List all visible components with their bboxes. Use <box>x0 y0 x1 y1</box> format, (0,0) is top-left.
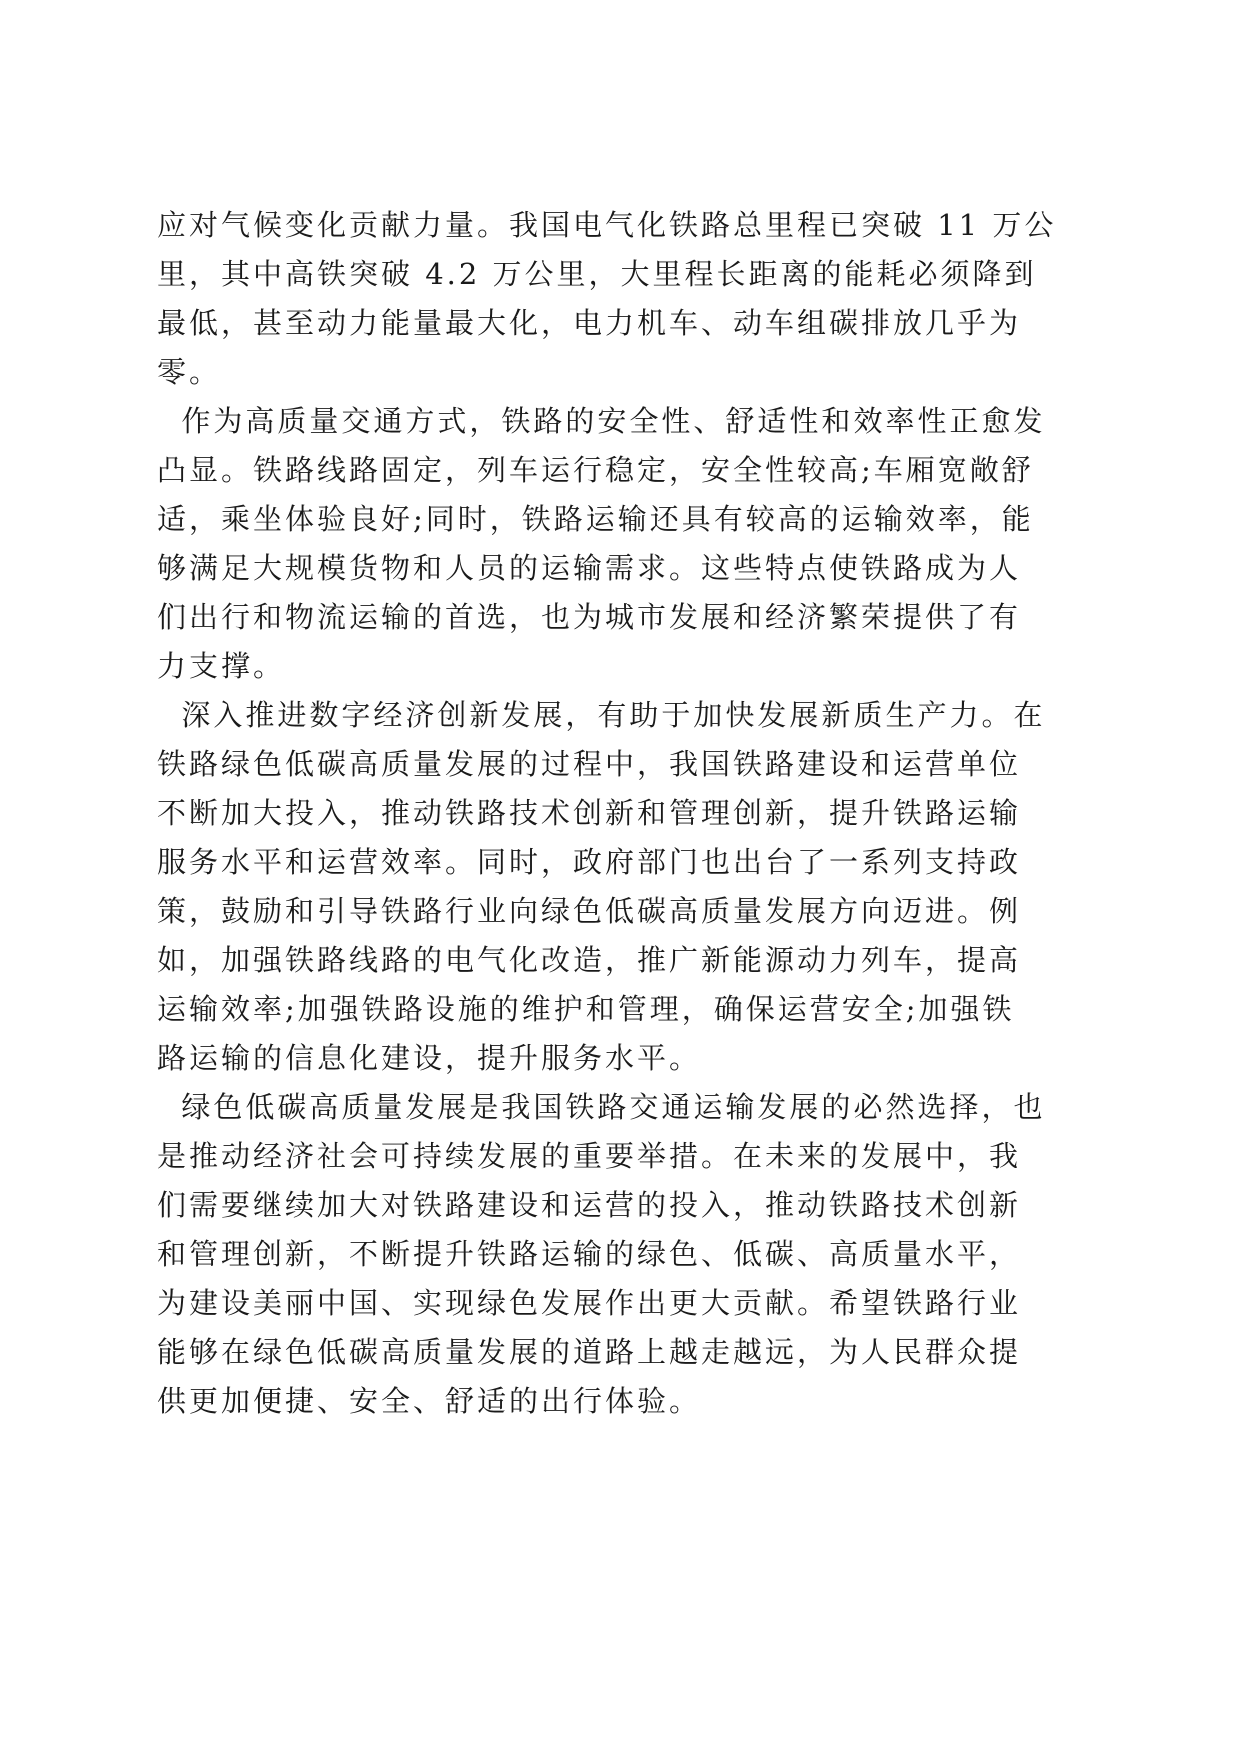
text-line: 里，其中高铁突破 4.2 万公里，大里程长距离的能耗必须降到 <box>157 257 1037 291</box>
text-line: 力支撑。 <box>157 649 286 683</box>
text-line: 最低，甚至动力能量最大化，电力机车、动车组碳排放几乎为 <box>157 306 1022 340</box>
text-line: 能够在绿色低碳高质量发展的道路上越走越远，为人民群众提 <box>157 1335 1022 1369</box>
text-line: 服务水平和运营效率。同时，政府部门也出台了一系列支持政 <box>157 845 1022 879</box>
text-line: 零。 <box>157 355 222 389</box>
text-line: 路运输的信息化建设，提升服务水平。 <box>157 1041 702 1075</box>
text-line: 够满足大规模货物和人员的运输需求。这些特点使铁路成为人 <box>157 551 1022 585</box>
text-line: 们需要继续加大对铁路建设和运营的投入，推动铁路技术创新 <box>157 1188 1022 1222</box>
text-line: 供更加便捷、安全、舒适的出行体验。 <box>157 1384 702 1418</box>
text-line: 是推动经济社会可持续发展的重要举措。在未来的发展中，我 <box>157 1139 1022 1173</box>
text-line: 深入推进数字经济创新发展，有助于加快发展新质生产力。在 <box>157 698 1046 732</box>
text-line: 适，乘坐体验良好;同时，铁路运输还具有较高的运输效率，能 <box>157 502 1034 536</box>
text-line: 作为高质量交通方式，铁路的安全性、舒适性和效率性正愈发 <box>157 404 1046 438</box>
text-line: 策，鼓励和引导铁路行业向绿色低碳高质量发展方向迈进。例 <box>157 894 1022 928</box>
text-line: 运输效率;加强铁路设施的维护和管理，确保运营安全;加强铁 <box>157 992 1015 1026</box>
document-body <box>157 201 1077 1426</box>
text-line: 和管理创新，不断提升铁路运输的绿色、低碳、高质量水平， <box>157 1237 1022 1271</box>
text-line: 如，加强铁路线路的电气化改造，推广新能源动力列车，提高 <box>157 943 1022 977</box>
text-line: 绿色低碳高质量发展是我国铁路交通运输发展的必然选择，也 <box>157 1090 1046 1124</box>
text-line: 们出行和物流运输的首选，也为城市发展和经济繁荣提供了有 <box>157 600 1022 634</box>
text-line: 为建设美丽中国、实现绿色发展作出更大贡献。希望铁路行业 <box>157 1286 1022 1320</box>
text-line: 凸显。铁路线路固定，列车运行稳定，安全性较高;车厢宽敞舒 <box>157 453 1034 487</box>
text-line: 应对气候变化贡献力量。我国电气化铁路总里程已突破 11 万公 <box>157 208 1057 242</box>
text-line: 不断加大投入，推动铁路技术创新和管理创新，提升铁路运输 <box>157 796 1022 830</box>
text-line: 铁路绿色低碳高质量发展的过程中，我国铁路建设和运营单位 <box>157 747 1022 781</box>
